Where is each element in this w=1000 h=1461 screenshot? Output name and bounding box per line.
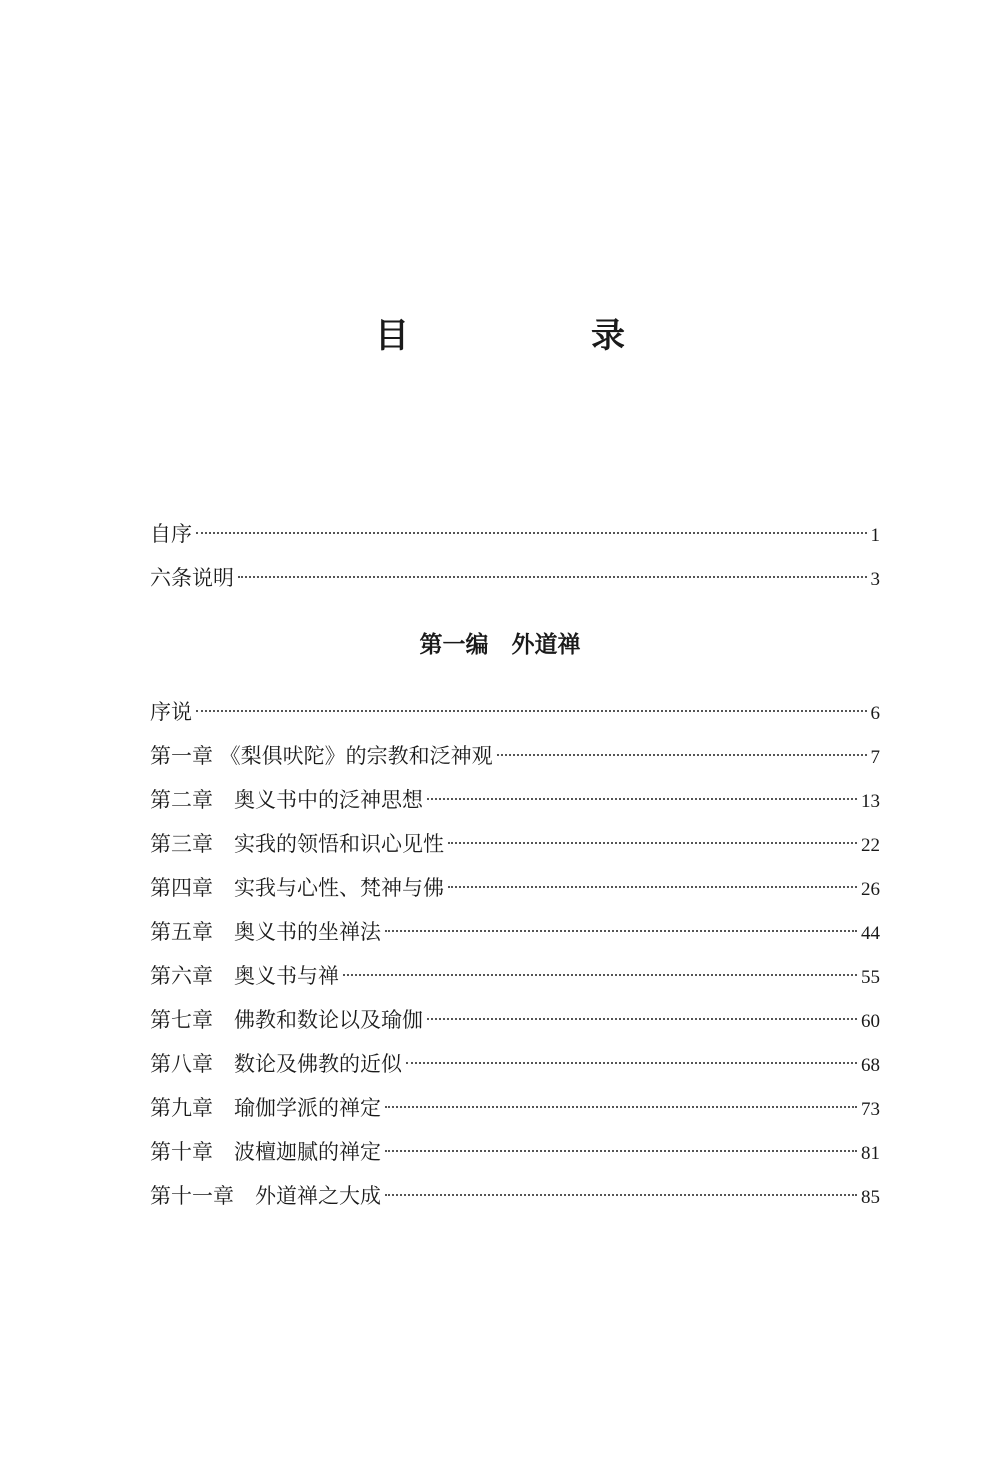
toc-entry-label: 第四章 实我与心性、梵神与佛 — [150, 876, 444, 900]
dot-leader — [427, 1018, 857, 1020]
toc-entry-label: 第二章 奥义书中的泛神思想 — [150, 788, 423, 812]
toc-entry-page: 73 — [861, 1099, 880, 1120]
dot-leader — [427, 798, 857, 800]
toc-entry-page: 1 — [870, 525, 880, 546]
toc-entry[interactable] — [150, 1181, 880, 1211]
toc-entry-page: 3 — [870, 569, 880, 590]
dot-leader — [385, 1194, 857, 1196]
toc-entry-label: 第八章 数论及佛教的近似 — [150, 1052, 402, 1076]
toc-entry[interactable] — [150, 1137, 880, 1167]
toc-entry-label: 第七章 佛教和数论以及瑜伽 — [150, 1008, 423, 1032]
toc-entry[interactable] — [150, 1005, 880, 1035]
dot-leader — [343, 974, 857, 976]
toc-entry[interactable] — [150, 961, 880, 991]
toc-entry-page: 85 — [861, 1187, 880, 1208]
toc-entry-preface[interactable] — [150, 519, 880, 549]
toc-entry-page: 7 — [870, 747, 880, 768]
dot-leader — [448, 842, 857, 844]
toc-entry[interactable] — [150, 1093, 880, 1123]
toc-entry-page: 60 — [861, 1011, 880, 1032]
toc-entry-label: 第六章 奥义书与禅 — [150, 964, 339, 988]
toc-entry-label: 自序 — [150, 522, 192, 546]
dot-leader — [385, 930, 857, 932]
dot-leader — [385, 1106, 857, 1108]
toc-entry-page: 13 — [861, 791, 880, 812]
part-heading: 第一编 外道禅 — [419, 632, 581, 658]
toc-entry-page: 55 — [861, 967, 880, 988]
toc-entry[interactable] — [150, 917, 880, 947]
toc-entry-label: 第三章 实我的领悟和识心见性 — [150, 832, 444, 856]
toc-entry[interactable] — [150, 1049, 880, 1079]
toc-entry-page: 22 — [861, 835, 880, 856]
toc-entry-page: 68 — [861, 1055, 880, 1076]
dot-leader — [385, 1150, 857, 1152]
toc-entry-label: 第十章 波檀迦腻的禅定 — [150, 1140, 381, 1164]
toc-entry-label: 第十一章 外道禅之大成 — [150, 1184, 381, 1208]
toc-entry-notes[interactable] — [150, 563, 880, 593]
dot-leader — [238, 576, 867, 578]
toc-entry-page: 44 — [861, 923, 880, 944]
toc-entry-label: 序说 — [150, 700, 192, 724]
dot-leader — [497, 754, 867, 756]
toc-entry-label: 第五章 奥义书的坐禅法 — [150, 920, 381, 944]
page-title: 目 录 — [375, 316, 699, 356]
toc-entry-label: 第九章 瑜伽学派的禅定 — [150, 1096, 381, 1120]
toc-entry[interactable] — [150, 873, 880, 903]
toc-entry-page: 26 — [861, 879, 880, 900]
toc-entry-page: 6 — [870, 703, 880, 724]
toc-entry-label: 第一章 《梨俱吠陀》的宗教和泛神观 — [150, 744, 493, 768]
toc-entry[interactable] — [150, 829, 880, 859]
toc-entry-label: 六条说明 — [150, 566, 234, 590]
toc-entry[interactable] — [150, 785, 880, 815]
dot-leader — [196, 710, 867, 712]
dot-leader — [406, 1062, 857, 1064]
toc-entry-page: 81 — [861, 1143, 880, 1164]
toc-entry[interactable] — [150, 697, 880, 727]
toc-entry[interactable] — [150, 741, 880, 771]
dot-leader — [196, 532, 867, 534]
dot-leader — [448, 886, 857, 888]
